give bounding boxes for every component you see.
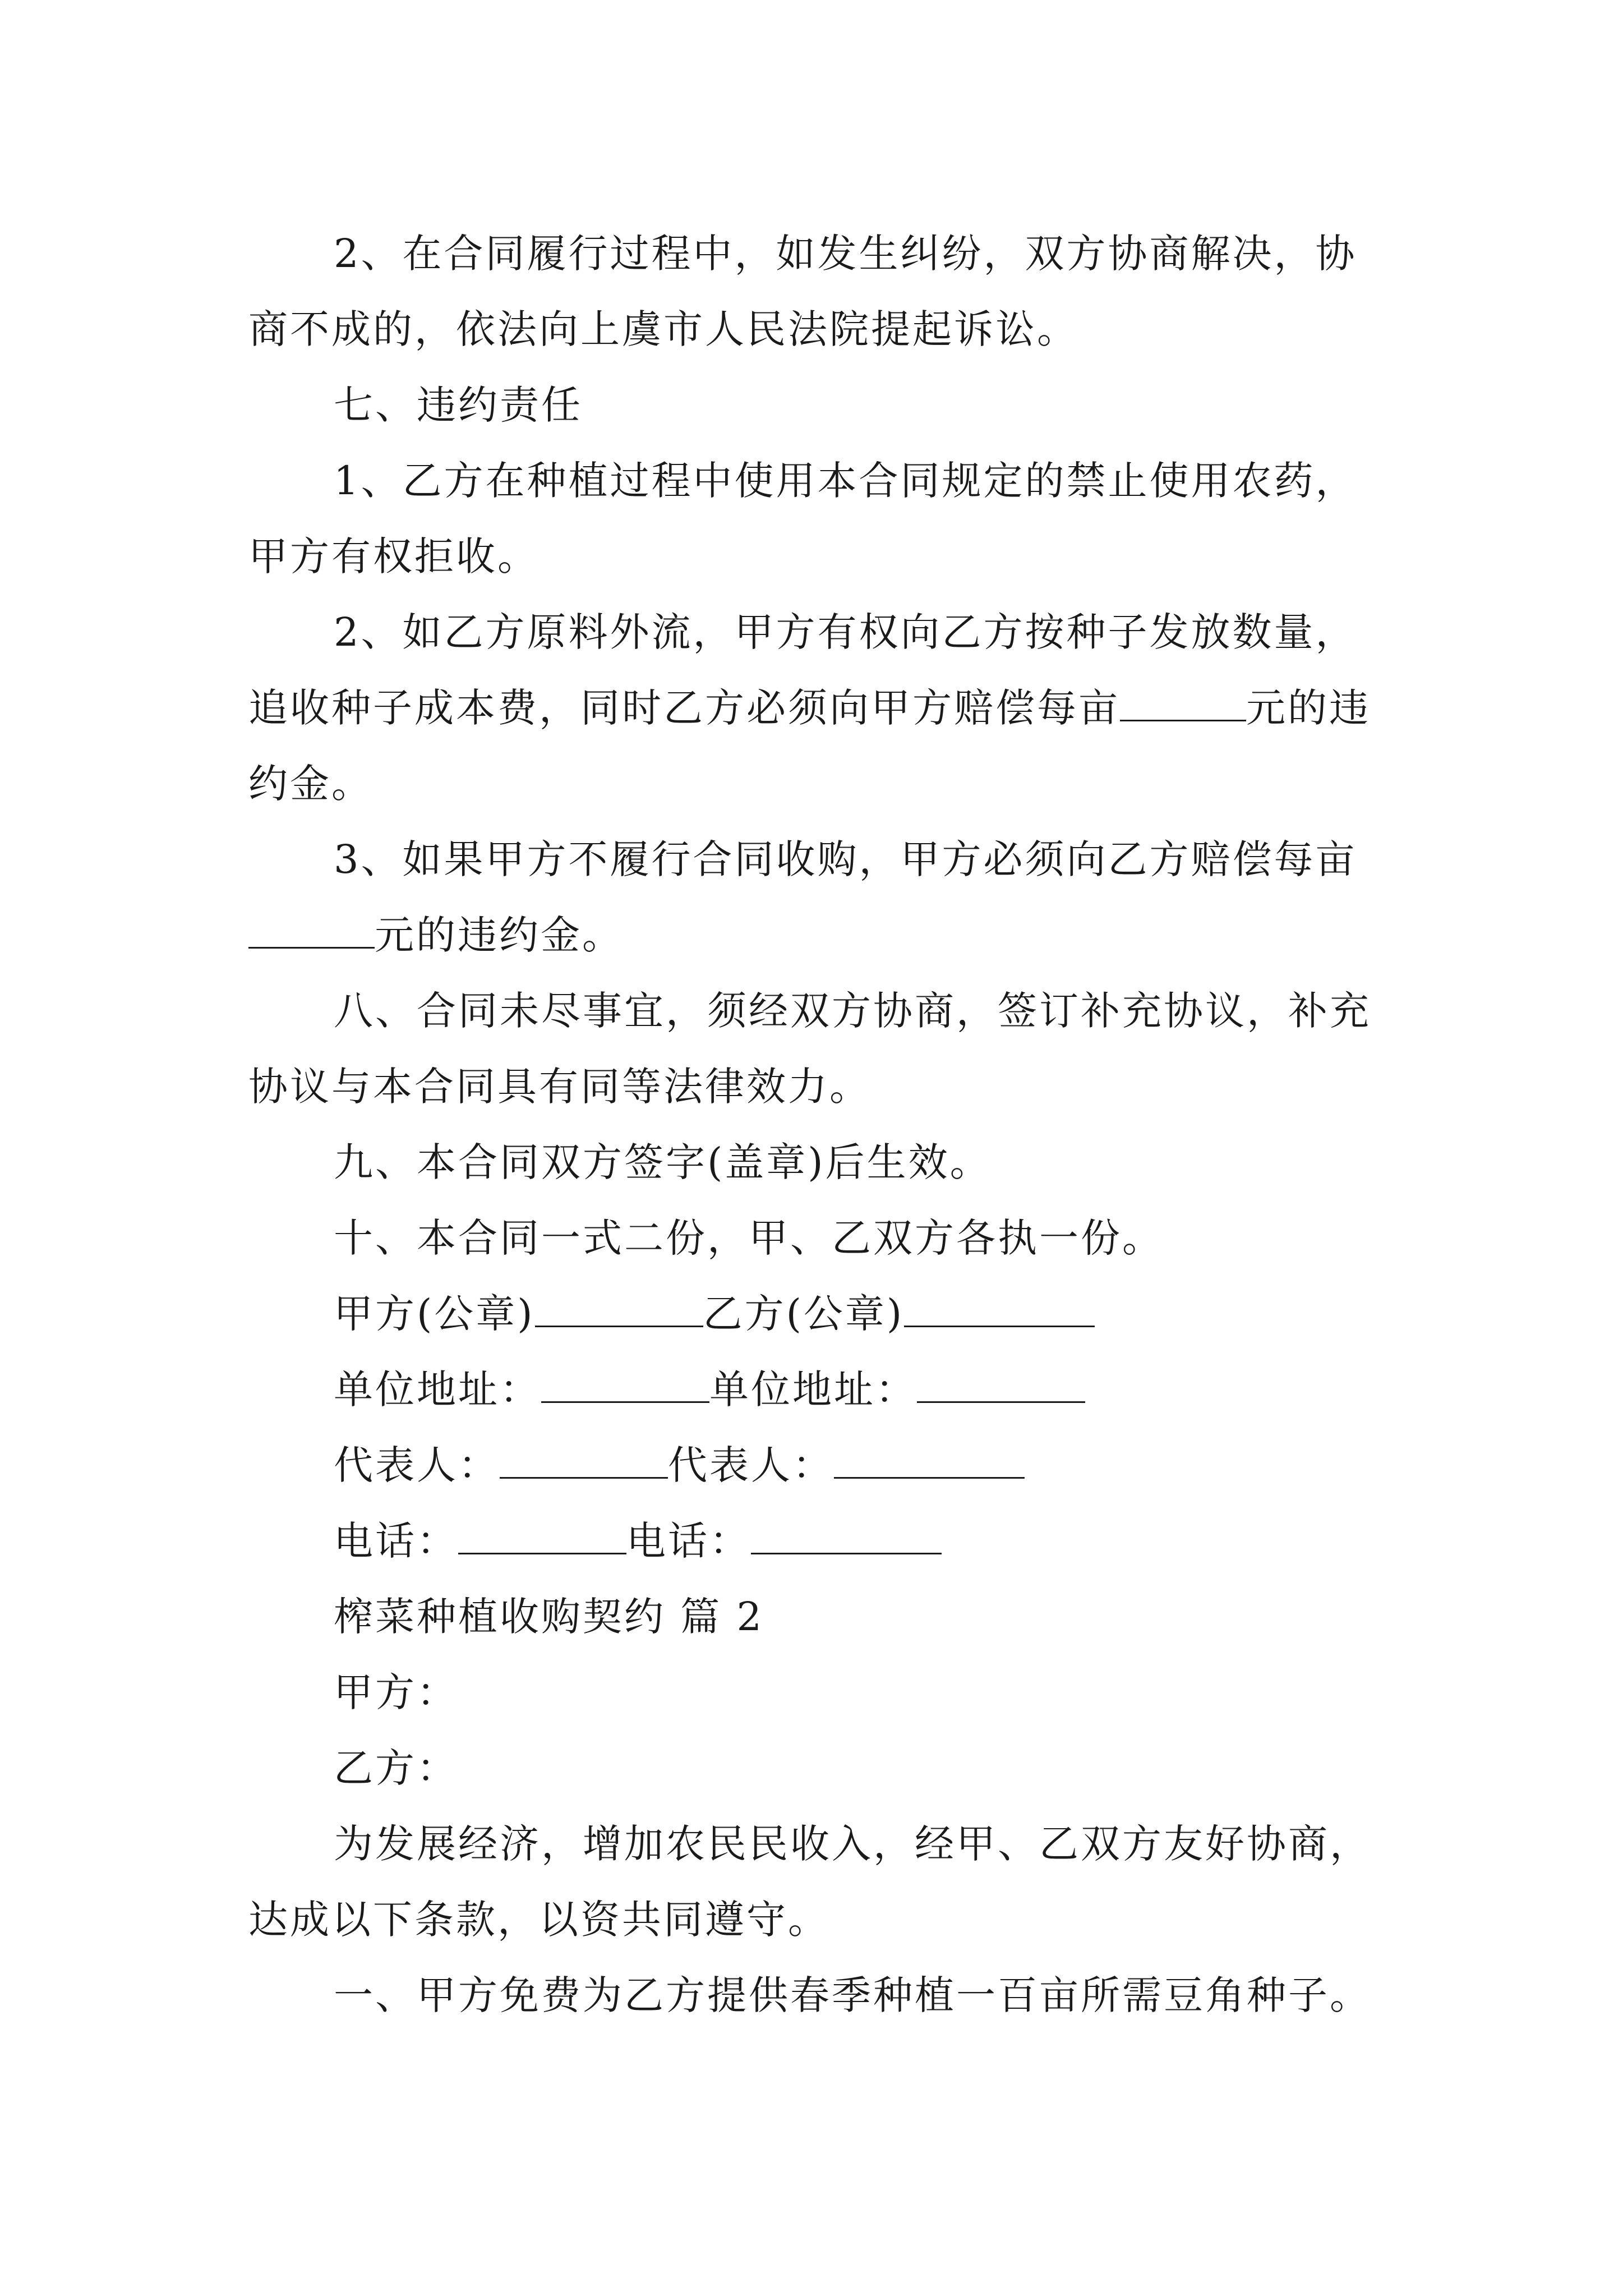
address-a-label: 单位地址： <box>334 1366 541 1412</box>
blank-field <box>458 1519 626 1554</box>
document-body <box>248 216 1376 2033</box>
heading-breach-liability: 七、违约责任 <box>334 382 583 428</box>
blank-field <box>751 1519 942 1554</box>
paragraph-clause-1: 一、甲方免费为乙方提供春季种植一百亩所需豆角种子。 <box>334 1972 1371 2018</box>
address-b-label: 单位地址： <box>709 1366 917 1412</box>
paragraph-supplement: 八、合同未尽事宜，须经双方协商，签订补充协议，补充协议与本合同具有同等法律效力。 <box>248 988 1371 1110</box>
paragraph-intro: 为发展经济，增加农民民收入，经甲、乙双方友好协商，达成以下条款，以资共同遵守。 <box>248 1821 1371 1943</box>
blank-field <box>541 1368 709 1403</box>
blank-field <box>834 1443 1025 1479</box>
paragraph-effective: 九、本合同双方签字(盖章)后生效。 <box>334 1139 992 1185</box>
paragraph-dispute: 2、在合同履行过程中，如发生纠纷，双方协商解决，协商不成的，依法向上虞市人民法院提起诉讼。 <box>248 231 1357 352</box>
paragraph-text: 2、如乙方原料外流，甲方有权向乙方按种子发放数量，追收种子成本费，同时乙方必须向甲方赔偿每亩 <box>248 609 1357 731</box>
rep-b-label: 代表人： <box>668 1442 834 1488</box>
paragraph-copies: 十、本合同一式二份，甲、乙双方各执一份。 <box>334 1215 1164 1261</box>
blank-field <box>1120 686 1246 721</box>
paragraph-pesticide: 1、乙方在种植过程中使用本合同规定的禁止使用农药，甲方有权拒收。 <box>248 458 1357 579</box>
signature-address-row <box>248 1352 1376 1428</box>
party-a-seal-label: 甲方(公章) <box>334 1291 535 1337</box>
blank-field <box>248 913 375 949</box>
blank-field <box>904 1292 1095 1327</box>
paragraph-purchase-default <box>248 822 1376 973</box>
blank-field <box>500 1443 668 1479</box>
blank-field <box>917 1368 1085 1403</box>
party-a-label: 甲方： <box>334 1669 458 1715</box>
party-b-label: 乙方： <box>334 1745 458 1791</box>
paragraph-text: 元的违约金。 <box>375 912 624 958</box>
paragraph-material-outflow <box>248 595 1376 822</box>
paragraph-text: 3、如果甲方不履行合同收购，甲方必须向乙方赔偿每亩 <box>334 836 1357 882</box>
phone-b-label: 电话： <box>626 1518 751 1564</box>
rep-a-label: 代表人： <box>334 1442 500 1488</box>
phone-a-label: 电话： <box>334 1518 458 1564</box>
paragraph-text: 元的违约金。 <box>248 685 1371 807</box>
party-b-seal-label: 乙方(公章) <box>703 1291 905 1337</box>
section-title: 榨菜种植收购契约 篇 2 <box>334 1594 764 1640</box>
signature-rep-row <box>248 1428 1376 1503</box>
blank-field <box>535 1292 703 1327</box>
signature-seal-row <box>248 1276 1376 1352</box>
signature-phone-row <box>248 1503 1376 1579</box>
